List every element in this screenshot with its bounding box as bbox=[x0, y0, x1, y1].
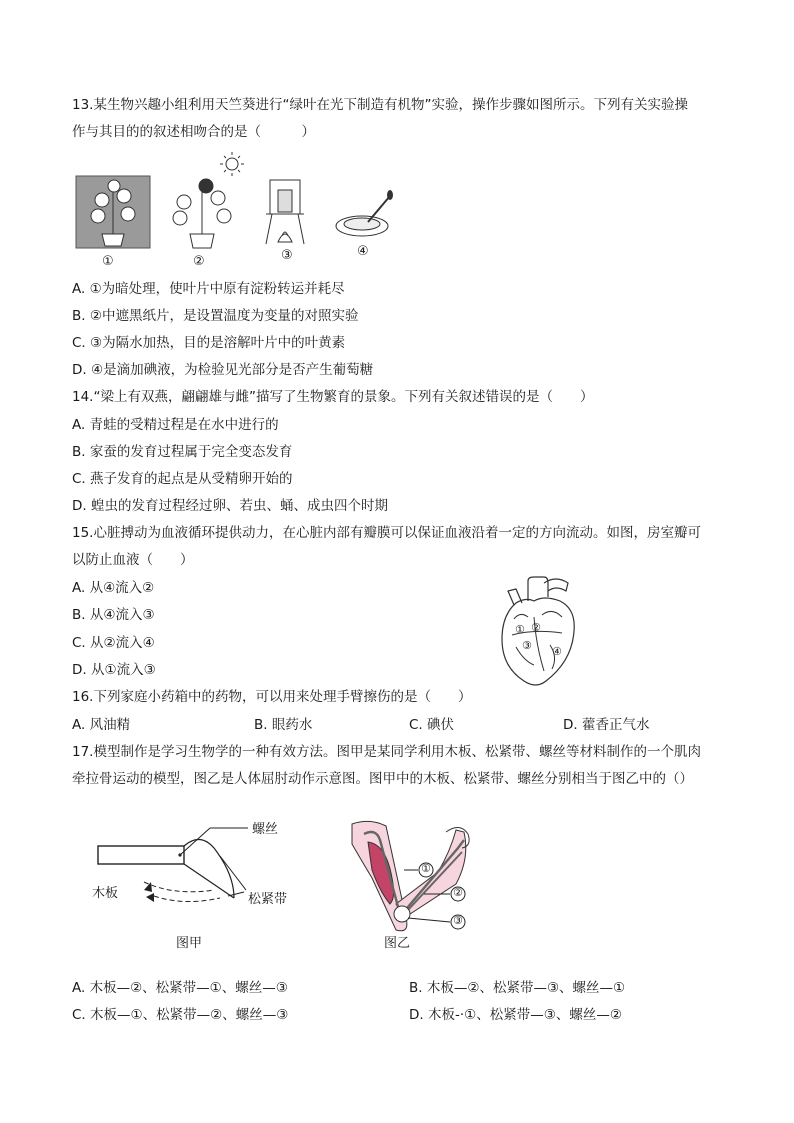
q14-stem: 14.“梁上有双燕，翩翩雄与雌”描写了生物繁育的景象。下列有关叙述错误的是（ ） bbox=[72, 389, 594, 405]
q16-option-c[interactable]: C. 碘伏 bbox=[409, 717, 455, 733]
q15-stem-line2: 以防止血液（ ） bbox=[72, 552, 194, 568]
heart-label-1: ① bbox=[515, 623, 525, 636]
fig13-label-2: ② bbox=[193, 254, 205, 269]
q13-option-b[interactable]: B. ②中遮黑纸片，是设置温度为变量的对照实验 bbox=[72, 308, 359, 324]
fig-yi-label-1: ① bbox=[421, 862, 431, 875]
q15-option-b[interactable]: B. 从④流入③ bbox=[72, 607, 155, 623]
light-treatment-image bbox=[173, 152, 244, 248]
q13-stem-line1: 13.某生物兴趣小组利用天竺葵进行“绿叶在光下制造有机物”实验，操作步骤如图所示。下列有关实验操 bbox=[72, 97, 688, 113]
q13-option-d[interactable]: D. ④是滴加碘液，为检验见光部分是否产生葡萄糖 bbox=[72, 362, 374, 378]
figure-yi bbox=[346, 818, 486, 958]
q14-option-b[interactable]: B. 家蚕的发育过程属于完全变态发育 bbox=[72, 444, 293, 460]
fig-yi-label-2: ② bbox=[453, 886, 463, 899]
fig-jia-label-board: 木板 bbox=[92, 886, 119, 901]
q13-figure bbox=[72, 152, 412, 272]
q17-stem-line1: 17.模型制作是学习生物学的一种有效方法。图甲是某同学利用木板、松紧带、螺丝等材料制作的一个肌肉 bbox=[72, 744, 701, 760]
fig-yi-label-3: ③ bbox=[453, 914, 463, 927]
q15-option-a[interactable]: A. 从④流入② bbox=[72, 580, 155, 596]
fig-jia-caption: 图甲 bbox=[176, 936, 203, 951]
q15-option-d[interactable]: D. 从①流入③ bbox=[72, 662, 156, 678]
q17-option-c[interactable]: C. 木板—①、松紧带—②、螺丝—③ bbox=[72, 1007, 289, 1023]
q13-option-a[interactable]: A. ①为暗处理，使叶片中原有淀粉转运并耗尽 bbox=[72, 281, 345, 297]
fig-yi-caption: 图乙 bbox=[384, 936, 411, 951]
iodine-drop-image bbox=[336, 190, 393, 236]
fig-jia-label-screw: 螺丝 bbox=[252, 822, 279, 837]
q14-option-d[interactable]: D. 蝗虫的发育过程经过卵、若虫、蛹、成虫四个时期 bbox=[72, 498, 388, 514]
fig13-label-4: ④ bbox=[357, 244, 369, 259]
q17-stem-line2: 牵拉骨运动的模型，图乙是人体屈肘动作示意图。图甲中的木板、松紧带、螺丝分别相当于图乙中的（） bbox=[72, 771, 693, 787]
q17-option-d[interactable]: D. 木板-·①、松紧带—③、螺丝—② bbox=[409, 1007, 622, 1023]
q17-option-b[interactable]: B. 木板—②、松紧带—③、螺丝—① bbox=[409, 980, 626, 996]
q16-stem: 16.下列家庭小药箱中的药物，可以用来处理手臂擦伤的是（ ） bbox=[72, 689, 472, 705]
q15-option-c[interactable]: C. 从②流入④ bbox=[72, 635, 155, 651]
heart-figure bbox=[494, 575, 584, 695]
q16-option-b[interactable]: B. 眼药水 bbox=[254, 717, 313, 733]
q16-option-a[interactable]: A. 风油精 bbox=[72, 717, 131, 733]
fig13-label-3: ③ bbox=[281, 248, 293, 263]
figure-jia bbox=[84, 812, 314, 958]
fig-jia-label-band: 松紧带 bbox=[248, 892, 288, 907]
heart-label-2: ② bbox=[531, 621, 541, 634]
q14-option-c[interactable]: C. 燕子发育的起点是从受精卵开始的 bbox=[72, 471, 293, 487]
q16-option-d[interactable]: D. 藿香正气水 bbox=[563, 717, 650, 733]
q15-stem-line1: 15.心脏搏动为血液循环提供动力，在心脏内部有瓣膜可以保证血液沿着一定的方向流动。如图，房室瓣可 bbox=[72, 525, 701, 541]
q17-option-a[interactable]: A. 木板—②、松紧带—①、螺丝—③ bbox=[72, 980, 288, 996]
q14-option-a[interactable]: A. 青蛙的受精过程是在水中进行的 bbox=[72, 417, 279, 433]
heart-label-4: ④ bbox=[552, 645, 562, 658]
heart-label-3: ③ bbox=[522, 639, 532, 652]
q13-stem-line2: 作与其目的的叙述相吻合的是（ ） bbox=[72, 124, 315, 140]
dark-treatment-image bbox=[76, 176, 150, 248]
water-bath-image bbox=[266, 180, 304, 244]
q13-option-c[interactable]: C. ③为隔水加热，目的是溶解叶片中的叶黄素 bbox=[72, 335, 346, 351]
fig13-label-1: ① bbox=[102, 254, 114, 269]
